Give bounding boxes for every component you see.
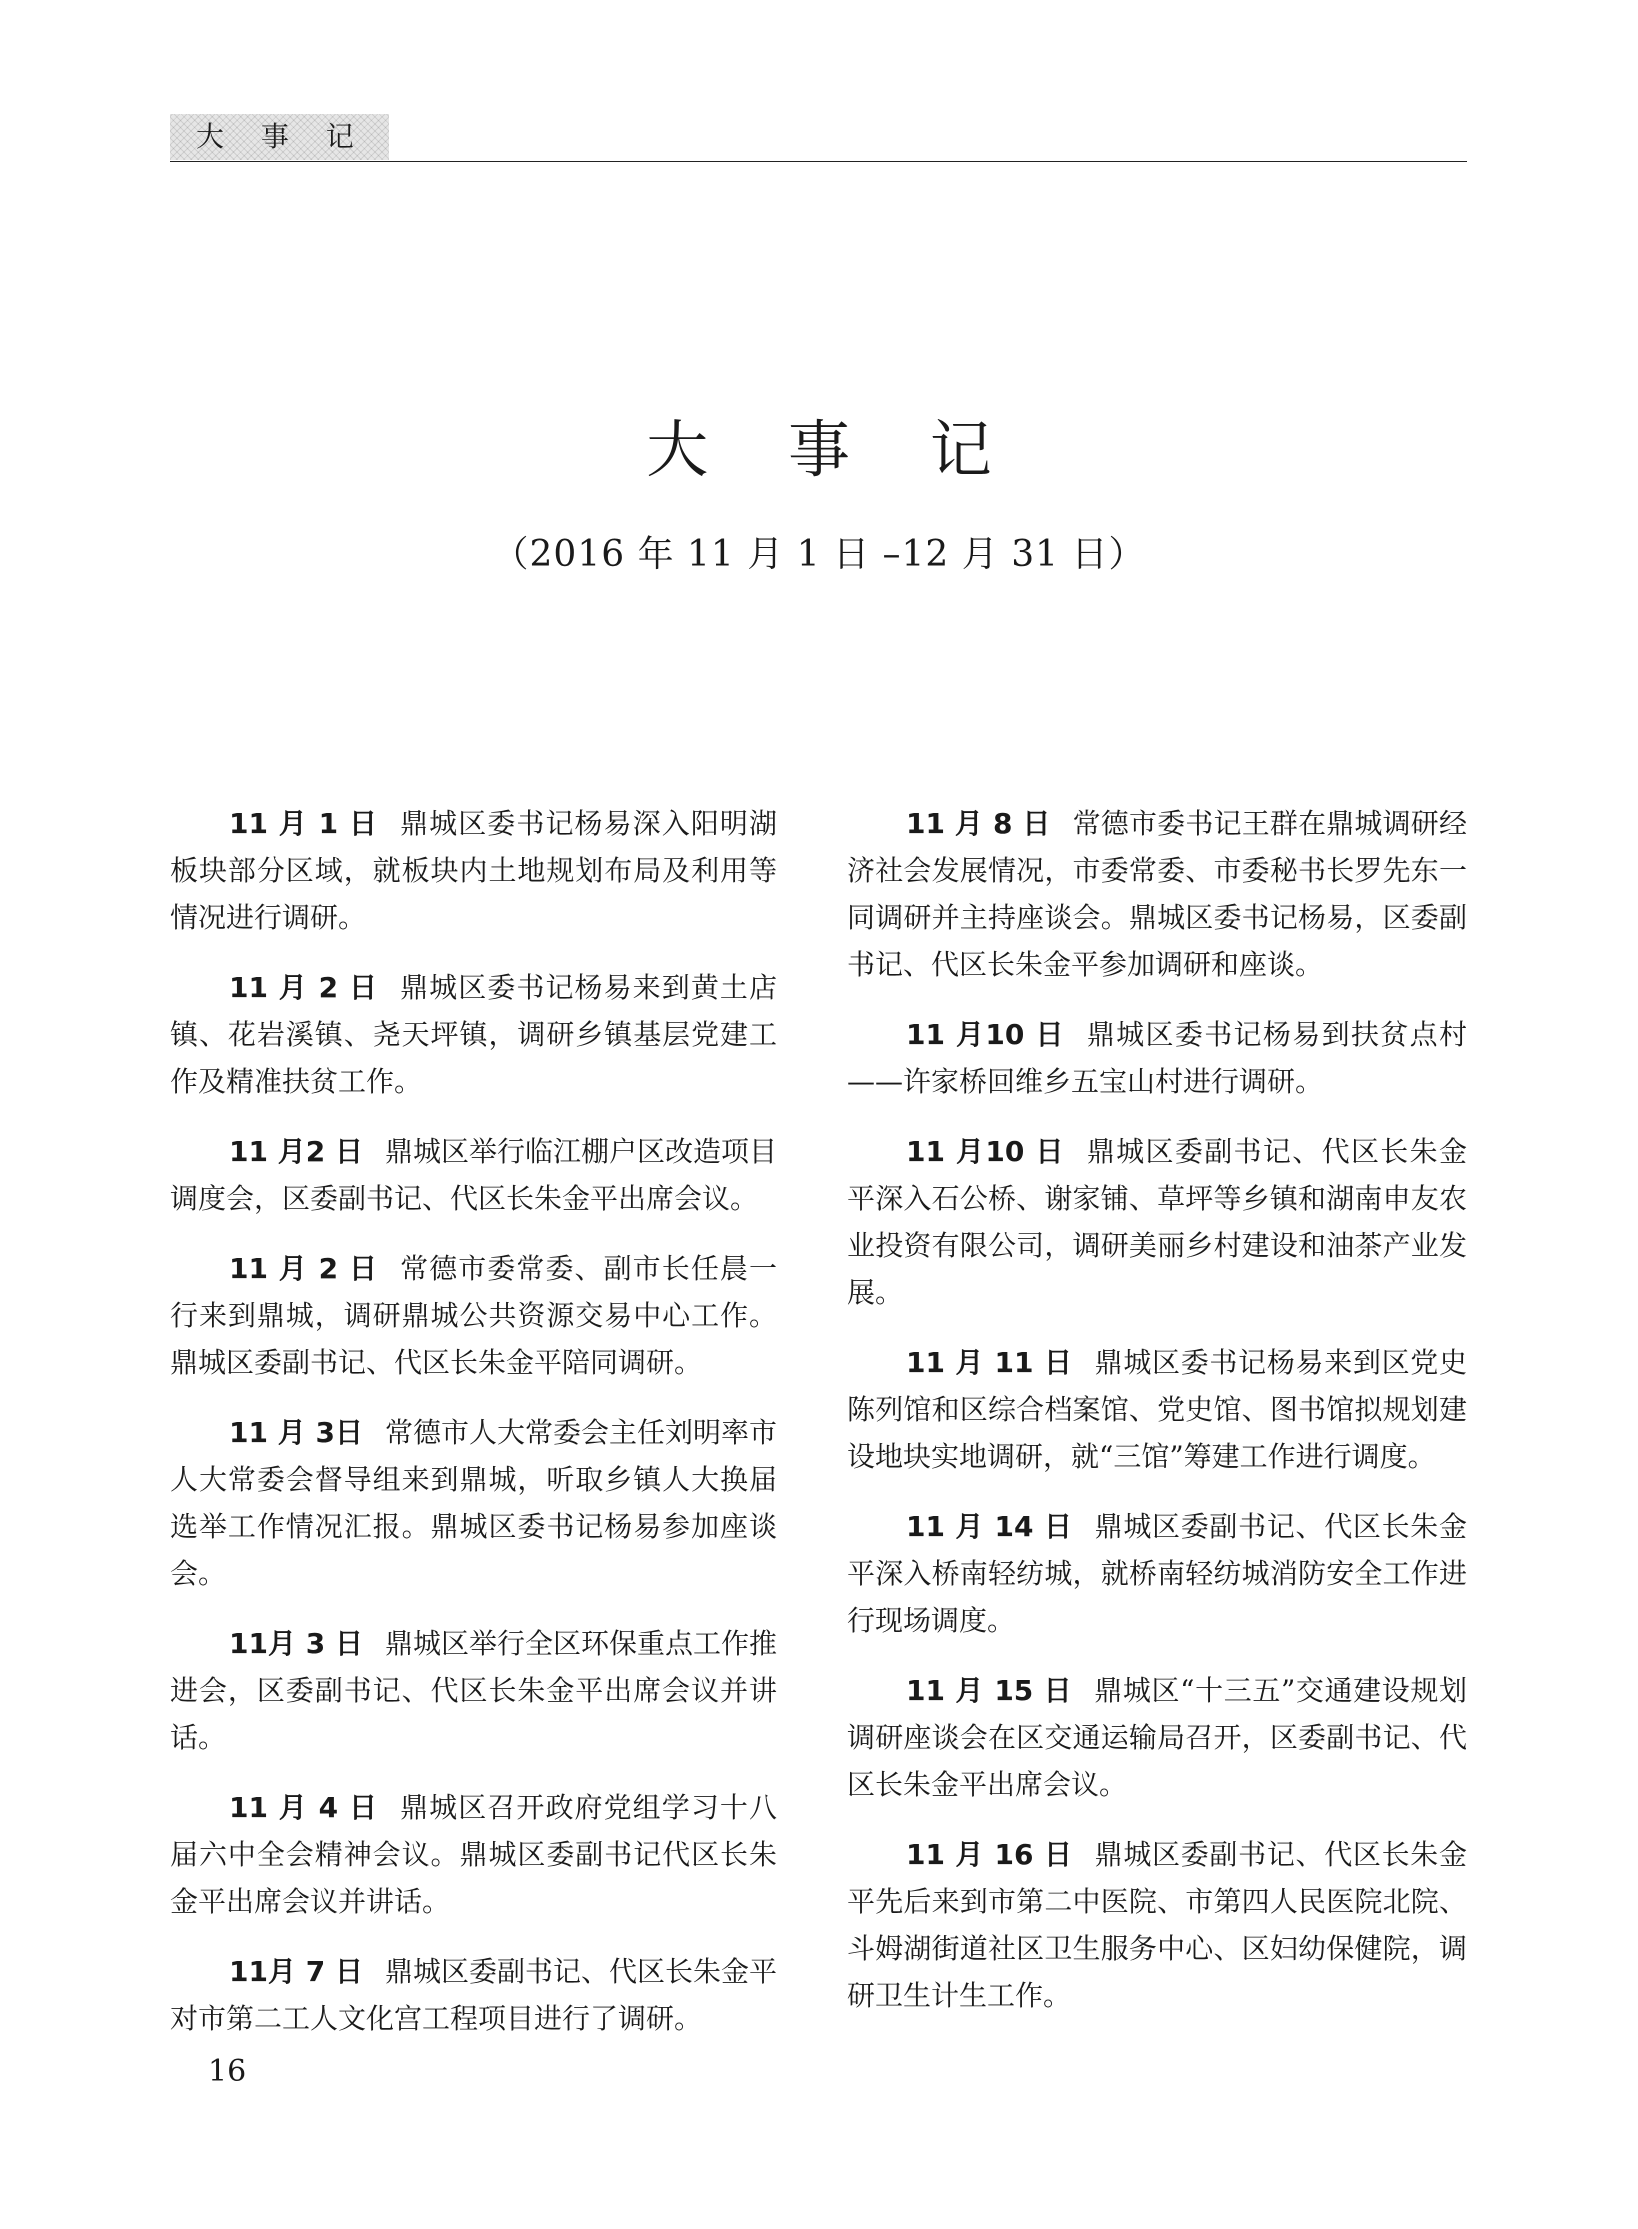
chronicle-entry: [170, 800, 777, 941]
left-column: [170, 800, 777, 2065]
right-column: [847, 800, 1467, 2042]
entry-text: 鼎城区委书记杨易来到区党史陈列馆和区综合档案馆、党史馆、图书馆拟规划建设地块实地调研，就“三馆”筹建工作进行调度。: [847, 1346, 1467, 1473]
entry-text: 常德市委常委、副市长任晨一行来到鼎城，调研鼎城公共资源交易中心工作。鼎城区委副书记、代区长朱金平陪同调研。: [170, 1252, 777, 1379]
entry-date: 11 月 2 日: [229, 971, 379, 1004]
chronicle-entry: [847, 1011, 1467, 1105]
page-subtitle: （2016 年 11 月 1 日 –12 月 31 日）: [492, 534, 1146, 575]
running-header-label: 大 事 记: [170, 114, 389, 160]
entry-text: 鼎城区举行临江棚户区改造项目调度会，区委副书记、代区长朱金平出席会议。: [170, 1135, 777, 1215]
entry-text: 鼎城区委书记杨易到扶贫点村——许家桥回维乡五宝山村进行调研。: [847, 1018, 1467, 1098]
entry-text: 鼎城区“十三五”交通建设规划调研座谈会在区交通运输局召开，区委副书记、代区长朱金平出席会议。: [847, 1674, 1467, 1801]
entry-date: 11月 3 日: [229, 1627, 363, 1660]
chronicle-entry: [847, 1128, 1467, 1316]
entry-date: 11 月 2 日: [229, 1252, 379, 1285]
page-title: 大 事 记: [646, 413, 1022, 486]
chronicle-entry: [847, 1667, 1467, 1808]
entry-text: 常德市委书记王群在鼎城调研经济社会发展情况，市委常委、市委秘书长罗先东一同调研并主持座谈会。鼎城区委书记杨易，区委副书记、代区长朱金平参加调研和座谈。: [847, 807, 1467, 981]
header-rule: [170, 161, 1467, 162]
entry-text: 鼎城区委副书记、代区长朱金平对市第二工人文化宫工程项目进行了调研。: [170, 1955, 777, 2035]
entry-date: 11 月 4 日: [229, 1791, 379, 1824]
chronicle-entry: [170, 964, 777, 1105]
entry-text: 鼎城区委副书记、代区长朱金平先后来到市第二中医院、市第四人民医院北院、斗姆湖街道社区卫生服务中心、区妇幼保健院，调研卫生计生工作。: [847, 1838, 1467, 2012]
entry-date: 11 月10 日: [906, 1018, 1065, 1051]
entry-text: 常德市人大常委会主任刘明率市人大常委会督导组来到鼎城，听取乡镇人大换届选举工作情况汇报。鼎城区委书记杨易参加座谈会。: [170, 1416, 777, 1590]
entry-text: 鼎城区委书记杨易深入阳明湖板块部分区域，就板块内土地规划布局及利用等情况进行调研。: [170, 807, 777, 934]
entry-date: 11 月 16 日: [906, 1838, 1073, 1871]
chronicle-entry: [847, 800, 1467, 988]
entry-date: 11 月 1 日: [229, 807, 379, 840]
entry-date: 11月 7 日: [229, 1955, 363, 1988]
chronicle-entry: [170, 1620, 777, 1761]
chronicle-entry: [170, 1245, 777, 1386]
chronicle-entry: [170, 1409, 777, 1597]
entry-text: 鼎城区委副书记、代区长朱金平深入石公桥、谢家铺、草坪等乡镇和湖南申友农业投资有限公司，调研美丽乡村建设和油茶产业发展。: [847, 1135, 1467, 1309]
entry-text: 鼎城区召开政府党组学习十八届六中全会精神会议。鼎城区委副书记代区长朱金平出席会议并讲话。: [170, 1791, 777, 1918]
entry-date: 11 月 14 日: [906, 1510, 1073, 1543]
entry-text: 鼎城区委副书记、代区长朱金平深入桥南轻纺城，就桥南轻纺城消防安全工作进行现场调度。: [847, 1510, 1467, 1637]
chronicle-entry: [170, 1128, 777, 1222]
chronicle-entry: [170, 1948, 777, 2042]
entry-date: 11 月 11 日: [906, 1346, 1073, 1379]
chronicle-entry: [847, 1339, 1467, 1480]
chronicle-entry: [170, 1784, 777, 1925]
chronicle-entry: [847, 1503, 1467, 1644]
entry-date: 11 月2 日: [229, 1135, 363, 1168]
entry-date: 11 月 8 日: [906, 807, 1051, 840]
entry-date: 11 月10 日: [906, 1135, 1065, 1168]
entry-text: 鼎城区委书记杨易来到黄土店镇、花岩溪镇、尧天坪镇，调研乡镇基层党建工作及精准扶贫工作。: [170, 971, 777, 1098]
chronicle-entry: [847, 1831, 1467, 2019]
page-number: 16: [208, 2054, 247, 2089]
entry-text: 鼎城区举行全区环保重点工作推进会，区委副书记、代区长朱金平出席会议并讲话。: [170, 1627, 777, 1754]
entry-date: 11 月 15 日: [906, 1674, 1073, 1707]
entry-date: 11 月 3日: [229, 1416, 363, 1449]
